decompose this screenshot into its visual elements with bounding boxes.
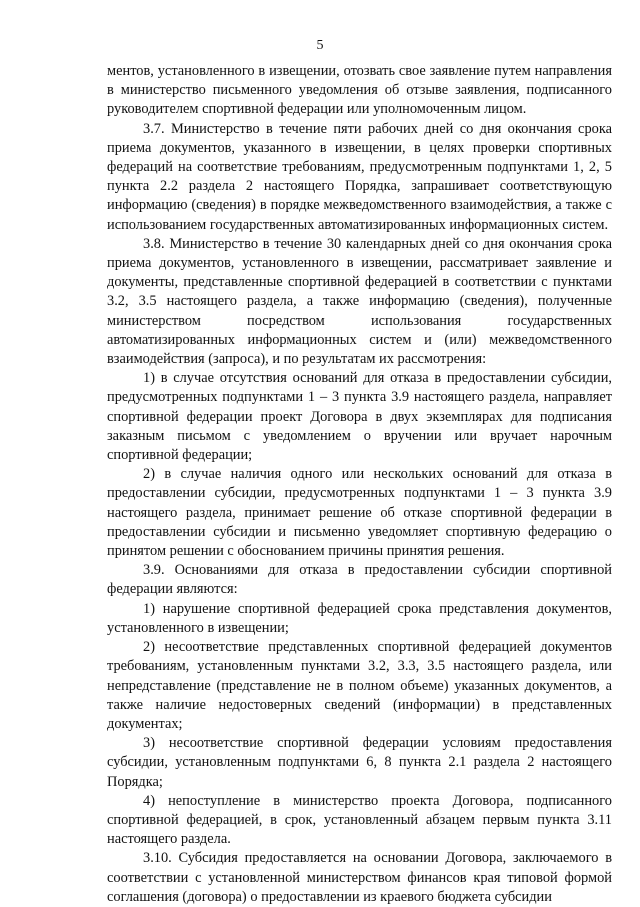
paragraph-3-10: 3.10. Субсидия предоставляется на основании Договора, заключаемого в соответствии с установленной министерством финансов края типовой формой соглашения (договора) о предоставлении из краевого бюджета субсидии <box>107 850 612 905</box>
paragraph-3-8-item-1: 1) в случае отсутствия оснований для отказа в предоставлении субсидии, предусмотренных подпунктами 1 – 3 пункта 3.9 настоящего раздела, направляет спортивной федерации проект Договора в двух экземплярах для подписания заказным письмом с уведомлением о вручении или вручает нарочным спортивной федерации; <box>107 370 612 464</box>
document-body <box>107 62 612 907</box>
paragraph-3-9-item-4: 4) непоступление в министерство проекта Договора, подписанного спортивной федерацией, в срок, установленный абзацем первым пункта 3.11 настоящего раздела. <box>107 792 612 848</box>
paragraph-3-9-item-1: 1) нарушение спортивной федерацией срока представления документов, установленного в извещении; <box>107 600 612 636</box>
page-number: 5 <box>316 38 324 53</box>
paragraph-continuation: ментов, установленного в извещении, отозвать свое заявление путем направления в министерство письменного уведомления об отзыве заявления, подписанного руководителем спортивной федерации или уполномоченным лицом. <box>107 63 612 118</box>
paragraph-3-8-item-2: 2) в случае наличия одного или нескольких оснований для отказа в предоставлении субсидии, предусмотренных подпунктами 1 – 3 пункта 3.9 настоящего раздела, принимает решение об отказе спортивной федерации в предоставлении субсидии и письменно уведомляет спортивную федерацию о принятом решении с обоснованием причины принятия решения. <box>107 466 612 560</box>
paragraph-3-9-item-3: 3) несоответствие спортивной федерации условиям предоставления субсидии, установленным подпунктами 6, 8 пункта 2.1 раздела 2 настоящего Порядка; <box>107 735 612 790</box>
paragraph-3-7: 3.7. Министерство в течение пяти рабочих дней со дня окончания срока приема документов, указанного в извещении, в целях проверки спортивных федераций на соответствие требованиям, предусмотренным подпунктами 1, 2, 5 пункта 2.2 раздела 2 настоящего Порядка, запрашивает соответствующую информацию (сведения) в порядке межведомственного взаимодействия, а также с использованием государственных автоматизированных информационных систем. <box>107 120 612 233</box>
paragraph-3-8: 3.8. Министерство в течение 30 календарных дней со дня окончания срока приема документов, установленного в извещении, рассматривает заявление и документы, представленные спортивной федерацией в соответствии с пунктами 3.2, 3.5 настоящего раздела, а также информацию (сведения), полученные министерством посредством использования государственных автоматизированных информационных систем и (или) межведомственного взаимодействия (запроса), и по результатам их рассмотрения: <box>107 235 612 368</box>
paragraph-3-9-item-2: 2) несоответствие представленных спортивной федерацией документов требованиям, установленным пунктами 3.2, 3.3, 3.5 настоящего раздела, или непредставление (представление не в полном объеме) указанных документов, а также наличие недостоверных сведений (информации) в представленных документах; <box>107 639 612 732</box>
paragraph-3-9: 3.9. Основаниями для отказа в предоставлении субсидии спортивной федерации являются: <box>107 562 612 598</box>
